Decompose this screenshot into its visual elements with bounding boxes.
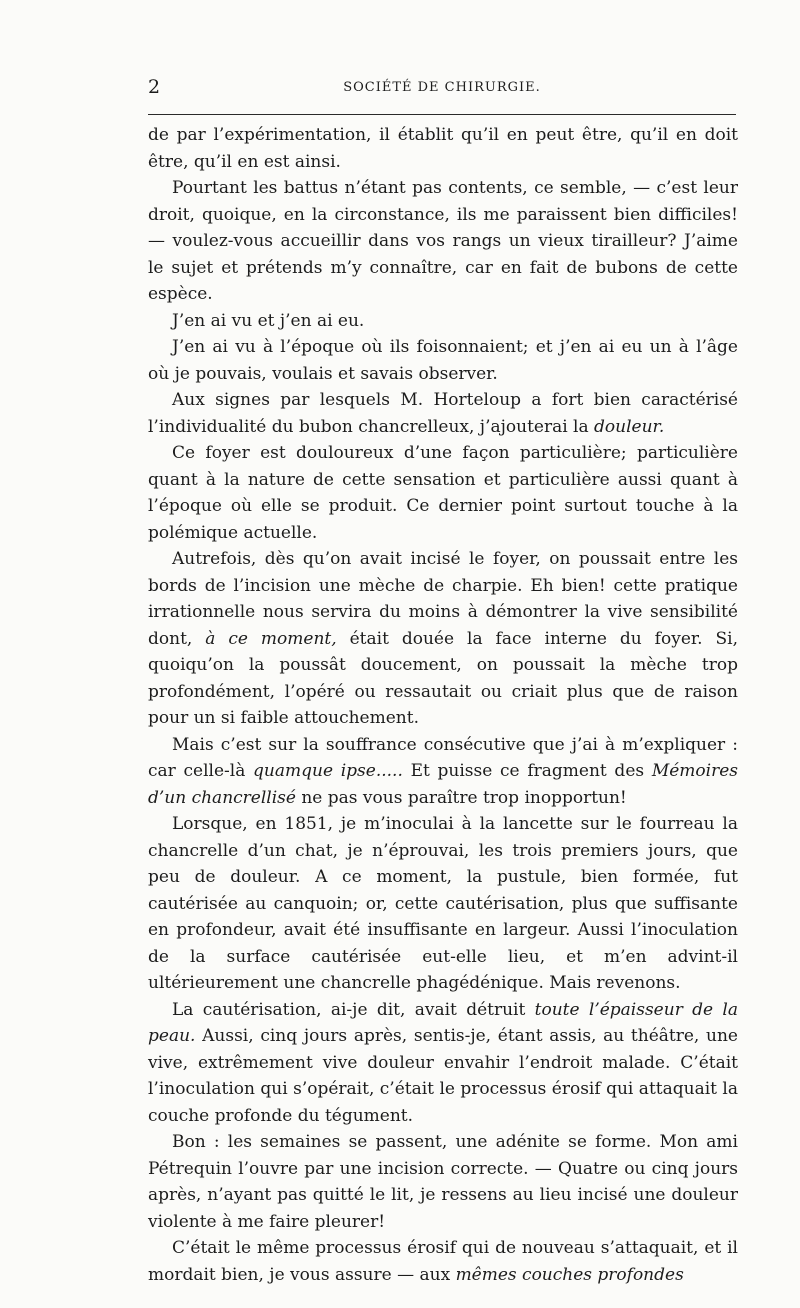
paragraph (148, 175, 738, 308)
paragraph (148, 997, 738, 1130)
text-run: C’était le même processus érosif qui de nouveau s’attaquait, et il mordait bien, je vous assure — aux (148, 1238, 738, 1285)
paragraph (148, 732, 738, 812)
paragraph (148, 546, 738, 732)
text-run: J’en ai vu à l’époque où ils foisonnaient; et j’en ai eu un à l’âge où je pouvais, voulais et savais observer. (148, 337, 738, 384)
body-text (148, 122, 738, 1288)
italic-text: toute l’épaisseur de la peau. (148, 999, 738, 1046)
header-rule (148, 114, 736, 115)
text-run: Lorsque, en 1851, je m’inoculai à la lancette sur le fourreau la chancrelle d’un chat, je n’éprouvai, les trois premiers jours, que peu de douleur. A ce moment, la pustule, bien formée, fut cautérisée au canquoin; or, cette cautérisation, plus que suffisante en profondeur, avait été insuffisante en largeur. Aussi l’inoculation de la surface cautérisée eut-elle lieu, et m’en advint-il ultérieurement une chancrelle phagédénique. Mais revenons. (148, 814, 738, 993)
text-run: de par l’expérimentation, il établit qu’il en peut être, qu’il en doit être, qu’il en est ainsi. (148, 125, 738, 172)
paragraph (148, 334, 738, 387)
paragraph (148, 122, 738, 175)
paragraph (148, 811, 738, 997)
text-run: Aussi, cinq jours après, sentis-je, étant assis, au théâtre, une vive, extrêmement vive douleur envahir l’endroit malade. C’était l’inoculation qui s’opérait, c’était le processus érosif qui attaquait la couche profonde du tégument. (148, 1026, 738, 1126)
text-run: Et puisse ce fragment des (402, 761, 652, 781)
text-run: Pourtant les battus n’étant pas contents, ce semble, — c’est leur droit, quoique, en la circonstance, ils me paraissent bien difficiles! — voulez-vous accueillir dans vos rangs un vieux tirailleur? J’aime le sujet et prétends m’y connaître, car en fait de bubons de cette espèce. (148, 178, 738, 304)
italic-text: quamque ipse..... (253, 761, 403, 781)
italic-text: mêmes couches profondes (455, 1264, 684, 1285)
running-title: SOCIÉTÉ DE CHIRURGIE. (343, 80, 541, 95)
paragraph (148, 1235, 738, 1288)
text-run: J’en ai vu et j’en ai eu. (172, 310, 365, 331)
text-run: était douée la face interne du foyer. Si, quoiqu’on la poussât doucement, on poussait la mèche trop profondément, l’opéré ou ressautait ou criait plus que de raison pour un si faible attouchement. (148, 628, 738, 728)
text-run: ne pas vous paraître trop inopportun! (295, 787, 627, 808)
paragraph (148, 387, 738, 440)
page-number: 2 (148, 76, 161, 98)
text-run: La cautérisation, ai-je dit, avait détruit (172, 999, 535, 1020)
italic-text: Mémoires d’un chancrellisé (148, 761, 738, 808)
page-header (148, 76, 736, 98)
text-run: Ce foyer est douloureux d’une façon particulière; particulière quant à la nature de cette sensation et particulière aussi quant à l’époque où elle se produit. Ce dernier point surtout touche à la polémique actuelle. (148, 443, 738, 543)
paragraph (148, 1129, 738, 1235)
italic-text: à ce moment, (205, 628, 337, 649)
text-run: Mais c’est sur la souffrance consécutive que j’ai à m’expliquer : car celle-là (148, 734, 738, 781)
text-run: Aux signes par lesquels M. Horteloup a fort bien caractérisé l’individualité du bubon chancrelleux, j’ajouterai la (148, 390, 738, 437)
text-run: Autrefois, dès qu’on avait incisé le foyer, on poussait entre les bords de l’incision une mèche de charpie. Eh bien! cette pratique irrationnelle nous servira du moins à démontrer la vive sensibilité dont, (148, 549, 738, 649)
paragraph (148, 440, 738, 546)
text-run: Bon : les semaines se passent, une adénite se forme. Mon ami Pétrequin l’ouvre par une incision correcte. — Quatre ou cinq jours après, n’ayant pas quitté le lit, je ressens au lieu incisé une douleur violente à me faire pleurer! (148, 1132, 738, 1232)
paragraph (148, 308, 738, 335)
italic-text: douleur. (594, 416, 665, 437)
